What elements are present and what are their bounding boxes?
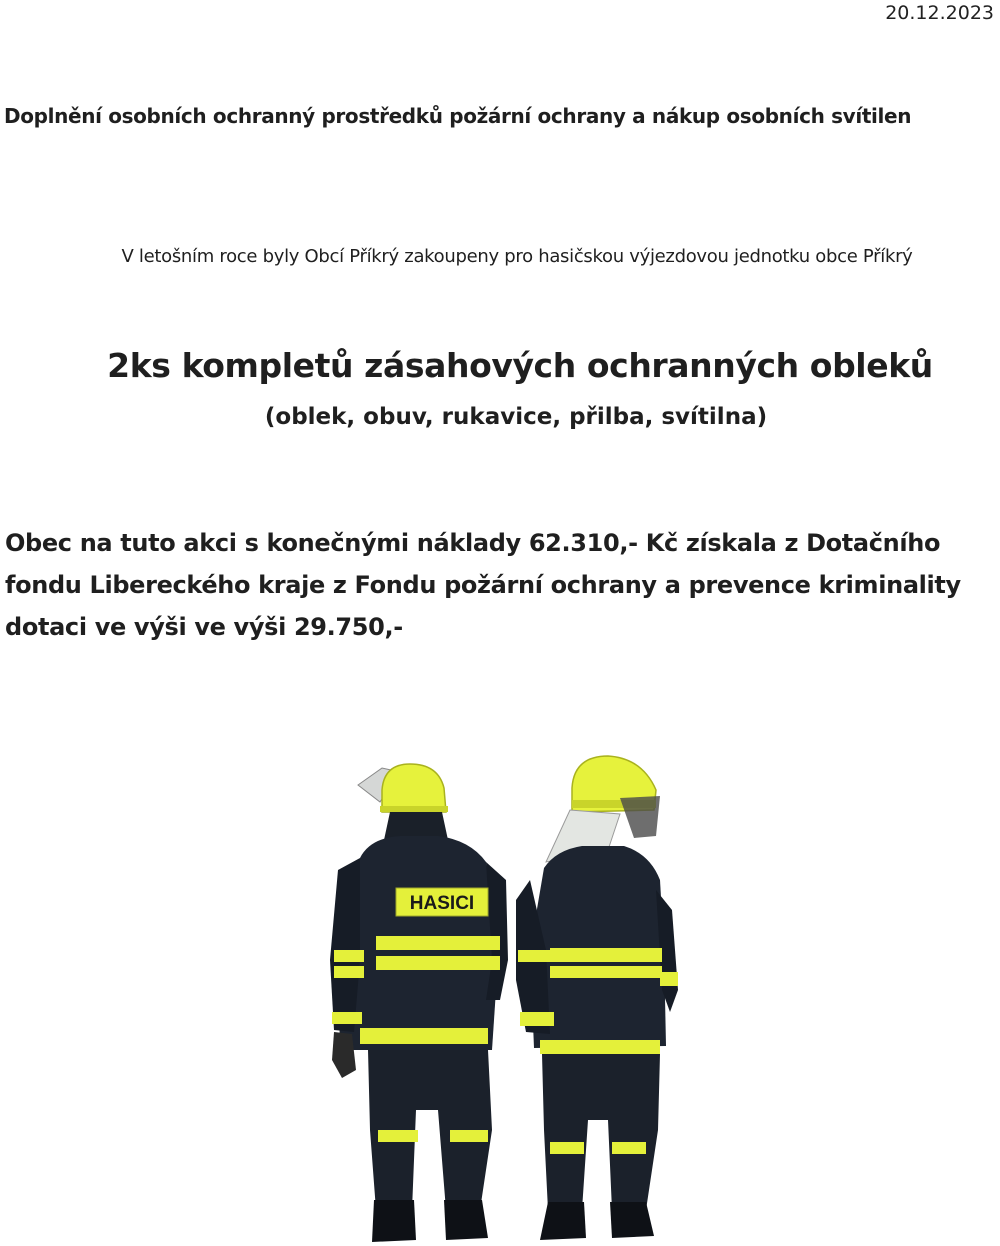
hasici-patch-label: HASICI	[409, 893, 475, 914]
left-helmet	[382, 764, 446, 812]
right-trousers	[542, 1054, 660, 1210]
funding-line-1: Obec na tuto akci s konečnými náklady 62.310,- Kč získala z Dotačního	[5, 529, 941, 557]
firefighters-photo	[320, 750, 710, 1246]
funding-line-3: dotaci ve výši ve výši 29.750,-	[5, 613, 403, 641]
firefighter-back-view	[330, 764, 508, 1242]
funding-line-2: fondu Libereckého kraje z Fondu požární ochrany a prevence kriminality	[5, 571, 961, 599]
funding-paragraph	[5, 522, 999, 648]
main-subtitle: (oblek, obuv, rukavice, přilba, svítilna)	[264, 404, 768, 430]
document-date: 20.12.2023	[885, 2, 994, 24]
intro-text: V letošním roce byly Obcí Příkrý zakoupeny pro hasičskou výjezdovou jednotku obce Příkrý	[121, 246, 913, 267]
firefighter-side-view	[516, 756, 678, 1240]
main-title: 2ks kompletů zásahových ochranných obleků	[107, 346, 933, 385]
document-heading: Doplnění osobních ochranný prostředků požární ochrany a nákup osobních svítilen	[4, 104, 912, 128]
